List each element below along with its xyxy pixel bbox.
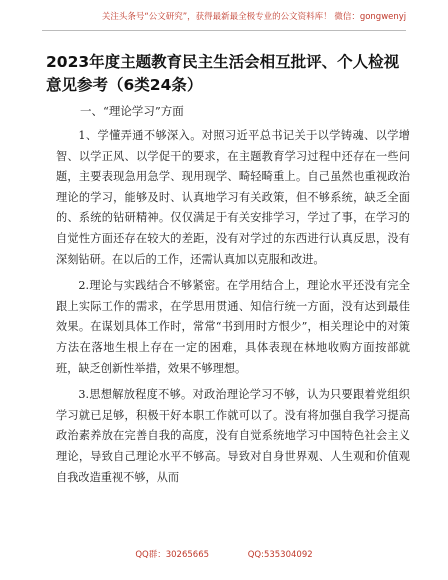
promo-banner: 关注头条号“公文研究”，获得最新最全极专业的公文资料库！ 微信：gongwenyj — [101, 12, 407, 22]
footer-qq: QQ:535304092 — [247, 550, 313, 560]
paragraph-3: 3.思想解放程度不够。对政治理论学习不够，认为只要跟着党组织学习就已足够，积极干好本职工作就可以了。没有将加强自我学习提高政治素养放在完善自我的高度，没有自觉系统地学习中国特色社会主义理论，导致自己理论水平不够高。导致对自身世界观、人生观和价值观自我改造重视不够，从而 — [56, 388, 410, 484]
paragraph-2: 2.理论与实践结合不够紧密。在学用结合上，理论水平还没有完全跟上实际工作的需求，在学思用贯通、知信行统一方面，没有达到最佳效果。在谋划具体工作时，常常“书到用时方恨少”，相关理论中的对策方法在落地生根上存在一定的困难，具体表现在林地收购方面按部就班，缺乏创新性举措，效果不够理想。 — [56, 279, 410, 375]
section-heading: 一、“理论学习”方面 — [80, 104, 184, 118]
paragraph-1: 1、学懂弄通不够深入。对照习近平总书记关于以学铸魂、以学增智、以学正风、以学促干的要求，在主题教育学习过程中还存在一些问题，主要表现急用急学、现用现学、畸轻畸重上。自己虽然也重视政治理论的学习，能够及时、认真地学习有关政策，但不够系统，缺乏全面的、系统的钻研精神。仅仅满足于有关安排学习，学过了事，在学习的自觉性方面还存在较大的差距，没有对学过的东西进行认真反思，没有深刻钻研。在以后的工作，还需认真加以克服和改进。 — [56, 129, 410, 266]
document-body — [56, 126, 410, 494]
document-title: 2023年度主题教育民主生活会相互批评、个人检视意见参考（6类24条） — [46, 53, 400, 94]
footer-qq-group: QQ群：30265665 — [135, 550, 210, 560]
page-footer — [0, 548, 448, 560]
banner-divider — [42, 30, 406, 31]
